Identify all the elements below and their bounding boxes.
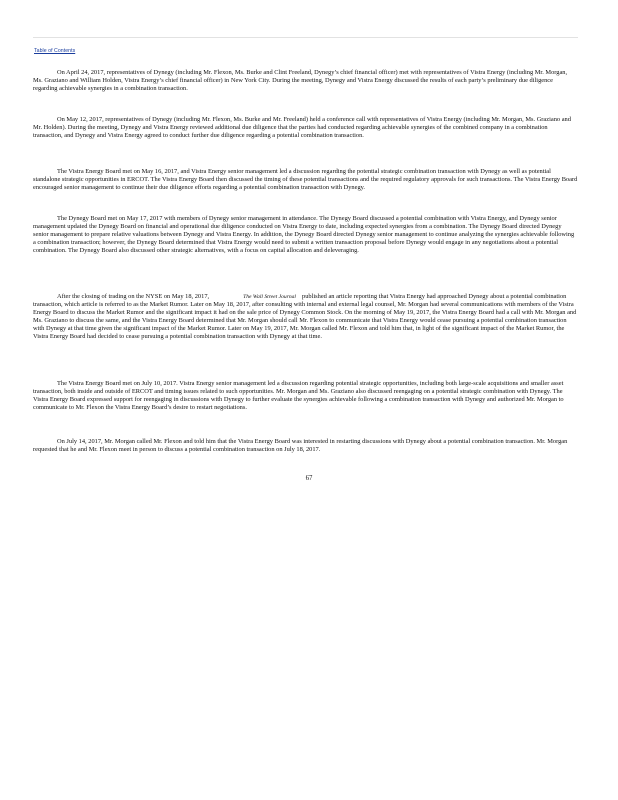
paragraph-july-14: On July 14, 2017, Mr. Morgan called Mr. Flexon and told him that the Vistra Energy Board was interested in restarting discussions with Dynegy about a potential combination transaction. Mr. Morgan requested that he and Mr. Flexon meet in person to discuss a potential combination transaction on July 18, 2017. xyxy=(33,438,568,453)
wall-street-journal-title: The Wall Street Journal xyxy=(243,294,296,300)
paragraph-market-rumor xyxy=(33,293,578,341)
page-number: 67 xyxy=(305,475,313,482)
paragraph-may-16-vistra-board: The Vistra Energy Board met on May 16, 2017, and Vistra Energy senior management led a discussion regarding the potential strategic combination transaction with Dynegy as well as potential standalone strategic opportunities in ERCOT. The Vistra Energy Board then discussed the timing of these potential transactions and the required regulatory approvals for such transactions. The Vistra Energy Board encouraged senior management to continue their due diligence efforts regarding a potential combination transaction with Dynegy. xyxy=(33,168,578,191)
rumor-body-text: published an article reporting that Vistra Energy had approached Dynegy about a potential combination transaction, which article is referred to as the Market Rumor. Later on May 18, 2017, after consulting with internal and external legal counsel, Mr. Morgan had several communications with members of the Vistra Energy Board to discuss the Market Rumor and the significant impact it had on the sale price of Dynegy Common Stock. On the morning of May 19, 2017, the Vistra Energy Board had a call with Mr. Morgan and Ms. Graziano to discuss the same, and the Vistra Energy Board determined that Mr. Morgan should call Mr. Flexon to communicate that Vistra Energy would cease pursuing a potential combination transaction with Dynegy at that time given the significant impact of the Market Rumor. Later on May 19, 2017, Mr. Morgan called Mr. Flexon and told him that, in light of the significant impact of the Market Rumor, the Vistra Energy Board had decided to cease pursuing a potential combination transaction with Dynegy at that time. xyxy=(33,293,577,340)
paragraph-may-17-dynegy-board: The Dynegy Board met on May 17, 2017 with members of Dynegy senior management in attendance. The Dynegy Board discussed a potential combination with Vistra Energy, and Dynegy senior management updated the Dynegy Board on financial and operational due diligence conducted on Vistra Energy to date, including expected synergies from a combination. The Dynegy Board directed Dynegy senior management to prepare relative valuations between Dynegy and Vistra Energy. In addition, the Dynegy Board directed Dynegy senior management to continue analyzing the synergies achievable following a combination transaction; however, the Dynegy Board determined that Vistra Energy would need to submit a written transaction proposal before Dynegy would engage in any negotiations about a potential combination. The Dynegy Board also discussed other strategic alternatives, with a focus on capital allocation and deleveraging. xyxy=(33,215,575,254)
paragraph-may-12: On May 12, 2017, representatives of Dynegy (including Mr. Flexon, Ms. Burke and Mr. Freeland) held a conference call with representatives of Vistra Energy (including Mr. Morgan, Ms. Graziano and Mr. Holden). During the meeting, Dynegy and Vistra Energy reviewed additional due diligence that the parties had conducted regarding achievable synergies of the combined company in a combination transaction, and Dynegy and Vistra Energy agreed to conduct further due diligence regarding a potential combination transaction. xyxy=(33,116,571,139)
header-rule xyxy=(33,37,578,38)
table-of-contents-link[interactable]: Table of Contents xyxy=(34,48,76,54)
rumor-lead-text: After the closing of trading on the NYSE on May 18, 2017, xyxy=(57,293,210,300)
paragraph-april-24: On April 24, 2017, representatives of Dynegy (including Mr. Flexon, Ms. Burke and Clint Freeland, Dynegy’s chief financial officer) met with representatives of Vistra Energy (including Mr. Morgan, Ms. Graziano and William Holden, Vistra Energy’s chief financial officer) in New York City. During the meeting, Dynegy and Vistra Energy discussed the results of each party’s preliminary due diligence regarding achievable synergies in a combination transaction. xyxy=(33,69,568,92)
paragraph-july-10: The Vistra Energy Board met on July 10, 2017. Vistra Energy senior management led a discussion regarding potential strategic opportunities, including both large-scale acquisitions and smaller asset transaction, both inside and outside of ERCOT and timing issues related to such opportunities. Mr. Morgan and Ms. Graziano also discussed reengaging on a potential strategic combination with Dynegy. The Vistra Energy Board expressed support for reengaging in discussions with Dynegy to further evaluate the synergies achievable following a combination transaction with Dynegy and authorized Mr. Morgan to communicate to Mr. Flexon the Vistra Energy Board’s desire to restart negotiations. xyxy=(33,380,564,411)
